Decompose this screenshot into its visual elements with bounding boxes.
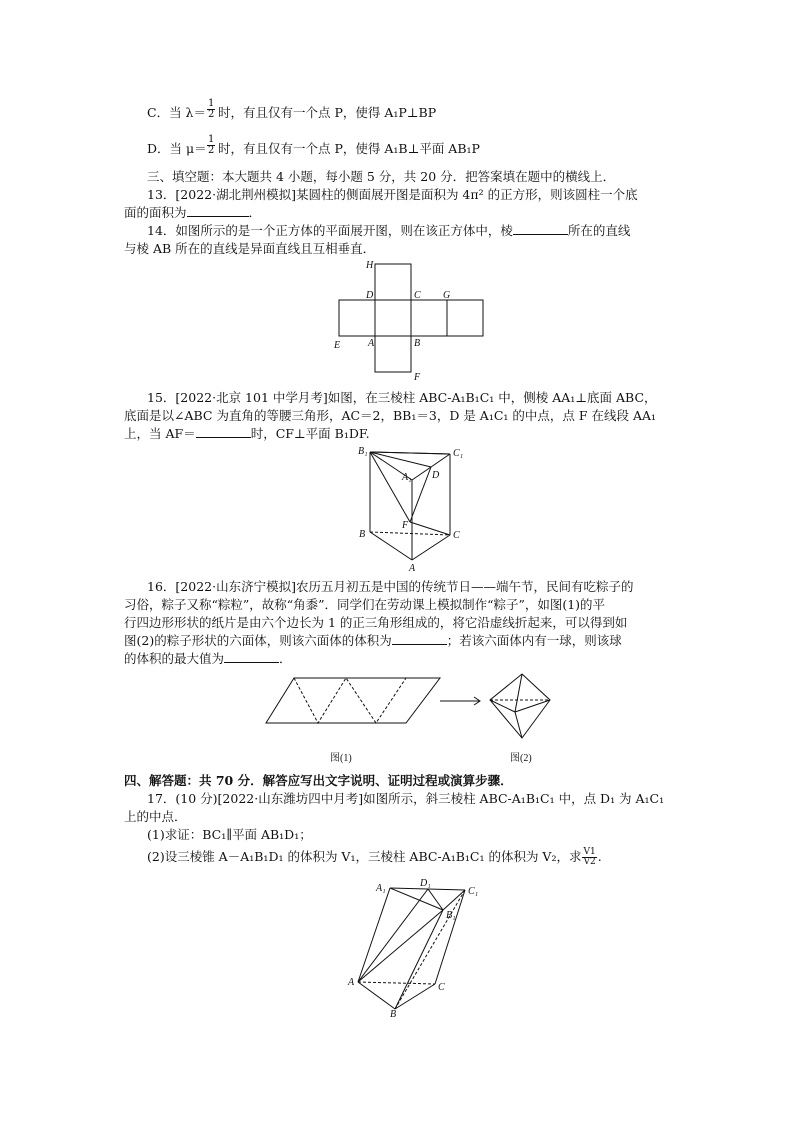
p15-label-c: C	[453, 530, 460, 541]
q15-line3: 上，当 AF＝ 时，CF⊥平面 B₁DF.	[124, 426, 370, 441]
parallelogram-net	[266, 678, 440, 723]
q15-line1: 15．[2022·北京 101 中学月考]如图，在三棱柱 ABC-A₁B₁C₁ 中，侧棱 AA₁⊥底面 ABC，	[147, 390, 657, 405]
zongzi-figures	[260, 670, 560, 770]
net-label-e: E	[334, 340, 341, 351]
p17-label-a: A	[348, 977, 355, 988]
option-d-fraction: $\frac{1}{2}$	[208, 134, 215, 156]
q17-part1: (1)求证：BC₁∥平面 AB₁D₁；	[147, 827, 312, 842]
arrow	[440, 697, 480, 705]
p17-label-d1: D₁	[420, 878, 431, 889]
p15-label-b: B	[359, 529, 366, 540]
p15-label-f: F	[402, 520, 409, 531]
p17-label-c: C	[438, 982, 445, 993]
option-c-fraction: $\frac{1}{2}$	[208, 98, 215, 120]
prism-17-figure	[340, 874, 480, 1019]
p15-label-c1: C₁	[453, 448, 464, 459]
prism-15-figure	[350, 442, 470, 572]
q13-answer-blank[interactable]	[187, 204, 249, 217]
q14-line2: 与棱 AB 所在的直线是异面直线且互相垂直．	[124, 241, 376, 256]
q16-answer-blank-2[interactable]	[224, 650, 279, 663]
q16-line5: 的体积的最大值为 ．	[124, 651, 292, 666]
p17-label-b: B	[390, 1009, 397, 1019]
q15-answer-blank[interactable]	[196, 425, 251, 438]
option-c-text: 时，有且仅有一个点 P，使得 A₁P⊥BP	[218, 105, 437, 120]
v1-over-v2-fraction: $\frac{V1}{V2}$	[583, 847, 596, 867]
p17-label-c1: C₁	[468, 886, 479, 897]
net-label-a: A	[368, 338, 375, 349]
net-label-d: D	[366, 290, 374, 301]
q16-line4: 图(2)的粽子形状的六面体，则该六面体的体积为 ；若该六面体内有一球，则该球	[124, 633, 622, 648]
option-c-prefix: C．当 λ＝	[147, 105, 206, 120]
net-label-c: C	[414, 290, 421, 301]
q16-line3: 行四边形形状的纸片是由六个边长为 1 的正三角形组成的，将它沿虚线折起来，可以得到如	[124, 615, 628, 630]
hexahedron	[490, 674, 550, 738]
q15-line2: 底面是以∠ABC 为直角的等腰三角形，AC＝2，BB₁＝3，D 是 A₁C₁ 的中点，点 F 在线段 AA₁	[124, 408, 657, 423]
q16-line1: 16．[2022·山东济宁模拟]农历五月初五是中国的传统节日——端午节，民间有吃粽子的	[147, 579, 634, 594]
net-label-b: B	[414, 338, 421, 349]
p15-label-d: D	[432, 470, 440, 481]
q14-line1: 14．如图所示的是一个正方体的平面展开图，则在该正方体中，棱 所在的直线	[147, 223, 631, 238]
fig1-caption: 图(1)	[330, 753, 352, 764]
fig2-caption: 图(2)	[510, 753, 532, 764]
p17-label-a1: A₁	[376, 883, 386, 894]
net-label-h: H	[366, 260, 374, 271]
p17-label-b1: B₁	[446, 910, 456, 921]
p15-label-a: A	[409, 563, 416, 572]
q13-line1: 13．[2022·湖北荆州模拟]某圆柱的侧面展开图是面积为 4π² 的正方形，则该圆柱一个底	[147, 187, 638, 202]
q17-line2: 上的中点．	[124, 809, 187, 824]
q17-line1: 17．(10 分)[2022·山东潍坊四中月考]如图所示，斜三棱柱 ABC-A₁B₁C₁ 中，点 D₁ 为 A₁C₁	[147, 791, 665, 806]
p15-label-a1: A₁	[402, 472, 412, 483]
q16-answer-blank-1[interactable]	[392, 632, 447, 645]
section-4-heading: 四、解答题：共 70 分．解答应写出文字说明、证明过程或演算步骤．	[124, 773, 513, 788]
net-label-f: F	[414, 372, 421, 383]
q17-part2: (2)设三棱锥 A－A₁B₁D₁ 的体积为 V₁，三棱柱 ABC-A₁B₁C₁ 的体积为 V₂，求 $\frac{V1}{V2}$ .	[147, 847, 602, 867]
cube-net-figure	[330, 256, 500, 386]
p15-label-b1: B₁	[358, 446, 368, 457]
option-d-text: 时，有且仅有一个点 P，使得 A₁B⊥平面 AB₁P	[218, 141, 480, 156]
q16-line2: 习俗，粽子又称“粽粒”，故称“角黍”．同学们在劳动课上模拟制作“粽子”，如图(1)的平	[124, 597, 606, 612]
option-d-prefix: D．当 μ＝	[147, 141, 207, 156]
q13-line2: 面的面积为 ．	[124, 205, 262, 220]
q14-answer-blank[interactable]	[513, 222, 568, 235]
net-label-g: G	[443, 290, 451, 301]
section-3-heading: 三、填空题：本大题共 4 小题，每小题 5 分，共 20 分．把答案填在题中的横线上．	[147, 169, 616, 184]
